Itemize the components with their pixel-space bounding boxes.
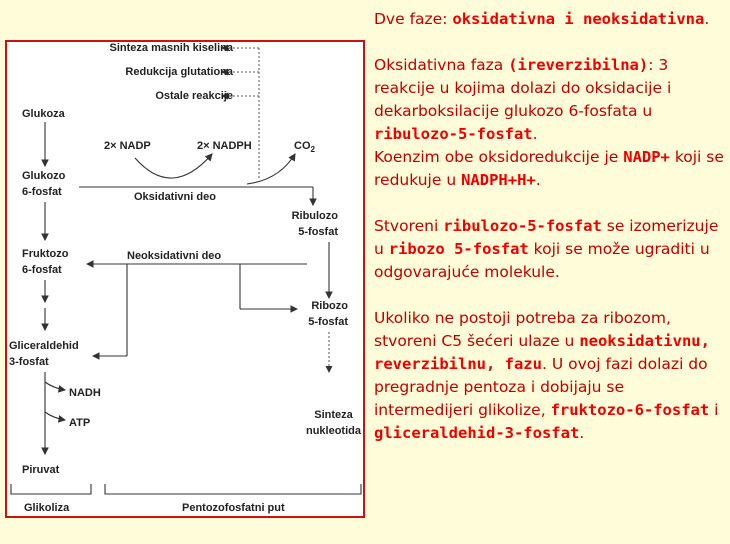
atp-label: ATP	[69, 417, 91, 429]
ribulose-5-phosphate-label: Ribulozo 5-fosfat	[291, 210, 338, 238]
nadh-label: NADH	[69, 387, 101, 399]
fatty-acid-synthesis-label: Sinteza masnih kiselina	[109, 42, 233, 54]
oxidative-phase-label: Oksidativni deo	[134, 191, 216, 203]
bracket-ppp	[105, 484, 361, 494]
nonoxidative-phase-paragraph: Ukoliko ne postoji potreba za ribozom, stvoreni C5 šećeri ulaze u neoksidativnu, reverzibilnu, fazu. U ovoj fazi dolazi do pregradnje pentoza i dobijaju se intermedijeri glikolize, fruktozo-6-fosfat i gliceraldehid-3-fosfat.	[374, 309, 719, 442]
phases-paragraph: Dve faze: oksidativna i neoksidativna.	[374, 10, 710, 28]
arrow-nadp-nadph	[135, 154, 212, 178]
glutathione-reduction-label: Redukcija glutationa	[125, 66, 233, 78]
pyruvate-label: Piruvat	[22, 464, 60, 476]
pathway-diagram	[5, 40, 365, 518]
nonoxidative-phase-label: Neoksidativni deo	[127, 250, 222, 262]
ribose-5-phosphate-label: Ribozo 5-fosfat	[308, 300, 348, 328]
co2-label: $CO_2$	[294, 140, 315, 155]
arrow-atp	[45, 412, 65, 420]
nadp-label: 2× NADP	[104, 140, 151, 152]
explanation-text	[374, 8, 726, 468]
nucleotide-synthesis-label: Sinteza nukleotida	[305, 409, 361, 437]
coenzyme-paragraph: Koenzim obe oksidoredukcije je NADP+ koji se redukuje u NADPH+H+.	[374, 148, 724, 189]
nadph-label: 2× NADPH	[197, 140, 252, 152]
isomerization-paragraph: Stvoreni ribulozo-5-fosfat se izomerizuje u ribozo 5-fosfat koji se može ugraditi u odgovarajuće molekule.	[374, 217, 719, 281]
arrow-co2	[247, 154, 295, 184]
bracket-glycolysis	[11, 484, 91, 494]
arrow-nadh	[45, 382, 65, 390]
glyceraldehyde-3-phosphate-label: Gliceraldehid 3-fosfat	[9, 340, 79, 368]
oxidative-phase-paragraph: Oksidativna faza (ireverzibilna): 3 reakcije u kojima dolazi do oksidacije i dekarboksilacije glukozo 6-fosfata u ribulozo-5-fosfat.	[374, 56, 672, 143]
glucose-6-phosphate-label: Glukozo 6-fosfat	[22, 170, 66, 198]
glycolysis-label: Glikoliza	[24, 502, 70, 514]
pentose-phosphate-pathway-label: Pentozofosfatni put	[182, 502, 285, 514]
glucose-label: Glukoza	[22, 108, 65, 120]
other-reactions-label: Ostale reakcije	[155, 90, 233, 102]
fructose-6-phosphate-label: Fruktozo 6-fosfat	[22, 248, 69, 276]
